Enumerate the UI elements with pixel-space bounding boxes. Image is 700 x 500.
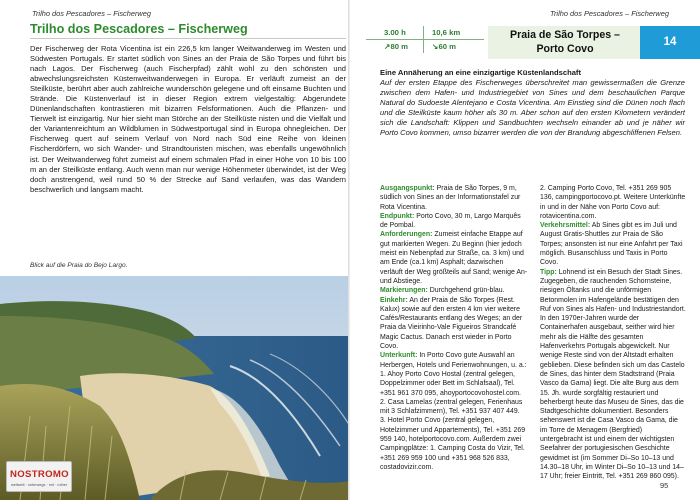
nostromo-logo [6,461,72,492]
intro-paragraph: Der Fischerweg der Rota Vicentina ist ein 226,5 km langer Weitwanderweg im Westen und Südwesten Portugals. Er startet südlich von Sines an der Praia de São Torpes und führt bis nach Lagos. Der Fischerweg (auch Fischerpfad) zählt wohl zu den schönsten und abwechslungsreichsten Küstenweitwanderwegen in Europa. Er verläuft zumeist an der Steilküste, berührt aber auch zahlreiche wunderschön gelegene und oft einsame Buchten und Strände. Die Küstenverlauf ist in dieser Region extrem vielgestaltig: Abgerundete Dünenlandschaften kontrastieren mit bizarren Felsformationen. Auch die Pflanzen- und Tierwelt ist einzigartig. Nur hier sieht man Störche an der Steilküste nisten und die Vielfalt und der Variantenreichtum an Wildblumen in Südwestportugal sind in Europa ohnegleichen. Der Fischerweg quert auf seinem Verlauf von Nord nach Süd eine Reihe von kleinen Fischerdörfern, wo sich Wander- und Strandtouristen mischen, was ebenfalls ungewöhnlich ist. Der Weitwanderweg führt zumeist auf einem schmalen Pfad in einer Höhe von 10 bis 100 m an der Steilküste entlang. Auch wenn man nur wenige Höhenmeter überwindet, ist der Weg doch anstrengend, weil rund 50 % der Strecke auf Sand verlaufen, was das Wandern beschwerlich und langsam macht. [30,44,346,194]
logo-tagline: weltweit · unterwegs · mit · rother [11,483,68,487]
transport-label: Verkehrsmittel: [540,222,591,230]
running-head-left: Trilho dos Pescadores – Fischerweg [32,9,151,18]
requirements-label: Anforderungen: [380,231,433,239]
stat-duration: 3.00 h [384,28,406,37]
start-label: Ausgangspunkt: [380,185,435,192]
markings-text: Durchgehend grün-blau. [429,287,505,295]
lodging-text: In Porto Covo gute Auswahl an Herbergen, Hotels und Ferienwohnungen, u. a.: [380,352,527,369]
info-column-right [540,184,686,482]
food-label: Einkehr: [380,296,408,304]
tour-stats-box [366,26,488,53]
tour-title-line2: Porto Covo [536,42,594,55]
start-text: Praia de São Torpes, 9 m, südlich von Sines an der Informationstafel zur Rota Vicentina. [380,185,521,211]
camping-item-2: 2. Camping Porto Covo, Tel. +351 269 905 136, campingportocovo.pt. Weitere Unterkünfte in und in der Nähe von Porto Covo auf: rotavicentina.com. [540,185,686,220]
tips-text: Lohnend ist ein Besuch der Stadt Sines. Zugegeben, die rauchenden Schornsteine, riesigen Öltanks und die unförmigen Betonmolen im Hafengelände bestätigen den Ruf von Sines als Hafen- und Industriestandort. In den 1970er-Jahren wurde der Containerhafen ausgebaut, seither wird hier mehr als die Hälfte des gesamten Hafenverkehrs Portugals abgewickelt. Nur wenige Reste sind von der Altstadt erhalten geblieben. Diese befinden sich um das Castelo de Sines, das hinter dem Stadtstrand (Praia Vasco da Gama) liegt. Die alte Burg aus dem 15. Jh. wurde sorgfältig restauriert und beherbergt heute das Museu de Sines, das die Stadtgeschichte dokumentiert. Besonders sehenswert ist die Casa Vasco da Gama, die im Torre de Menagem (Bergfried) untergebracht ist und einem der wichtigsten Seefahrer der portugiesischen Geschichte gewidmet ist (im Sommer Di–So 10–13 und 14.30–18 Uhr, im Winter Di–So 10–13 und 14–17 Uhr; freier Eintritt, Tel. +351 269 860 095). [540,268,686,481]
tour-number-badge: 14 [640,26,700,59]
photo-caption: Blick auf die Praia do Bejo Largo. [30,262,128,269]
lodging-item-1: 1. Ahoy Porto Covo Hostal (zentral gelegen, Doppelzimmer oder Bett im Schlafsaal), Tel. +351 961 370 095, ahoyportocovohostel.com. [380,370,521,397]
stat-distance: 10,6 km [432,28,461,37]
stats-divider-horizontal [366,39,484,40]
section-subheading: Eine Annäherung an eine einzigartige Küstenlandschaft [380,68,581,77]
stat-descent: ↘60 m [432,42,456,51]
stat-ascent: ↗80 m [384,42,408,51]
logo-wordmark: NOSTROMO [10,469,69,480]
section-intro: Auf der ersten Etappe des Fischerweges überschreitet man gewissermaßen die Grenze zwischen dem Hafen- und Industriegebiet von Sines und dem beschaulichen Parque Natural do Sudoeste Alentejano e Costa Vicentina. Am Einstieg sind die Dünen noch flach und die Steilküste kaum höher als 30 m. Aber schon auf den ersten Kilometern verändert sich die Landschaft: Klippen und Sandbuchten wechseln einander ab und je näher wir Porto Covo kommen, umso bizarrer werden die von der Brandung abgeschliffenen Felsen. [380,78,685,137]
tour-title [500,29,630,56]
transport-text: Ab Sines gibt es im Juli und August Gratis-Shuttles zur Praia de São Torpes; ansonsten ist nur eine Anfahrt per Taxi möglich. Busanschluss und Taxis in Porto Covo. [540,222,683,267]
tour-title-line1: Praia de São Torpes – [510,29,620,41]
end-label: Endpunkt: [380,212,415,220]
running-head-right: Trilho dos Pescadores – Fischerweg [550,9,669,18]
page-title: Trilho dos Pescadores – Fischerweg [30,22,248,36]
lodging-item-3: 3. Hotel Porto Covo (zentral gelegen, Hotelzimmer und Appartements), Tel. +351 269 959 140, hotelportocovo.com. Außerdem zwei Campingplätze: 1. Camping Costa do Vizir, Tel. +351 269 959 100 und +351 968 526 833, costadovizir.com. [380,417,526,471]
page-number: 95 [660,481,669,490]
lodging-label: Unterkunft: [380,352,418,360]
lodging-item-2: 2. Casa Lamelas (zentral gelegen, Ferienhaus mit 3 Schlafzimmern), Tel. +351 937 407 449. [380,398,523,416]
tips-label: Tipp: [540,268,557,276]
title-divider [30,38,346,39]
right-page [350,0,700,500]
food-text: An der Praia de São Torpes (Rest. Kalux) sowie auf den ersten 4 km vier weitere Cafés/Restaurants entlang des Weges; an der Praia da Vieirinho-Vale Figueiros Strandcafé Magic Cactus. Danach erst wieder in Porto Covo. [380,296,523,351]
markings-label: Markierungen: [380,287,428,295]
end-text: Porto Covo, 30 m, Largo Marquês de Pombal. [380,212,521,230]
info-column-left [380,184,528,472]
requirements-text: Zumeist einfache Etappe auf gut markierten Wegen. Zu Beginn (hier jedoch meist ein Nebenpfad zur Straße, ca. 3 km) und am Ende (ca.1 km) Asphalt; dazwischen verläuft der Weg größteils auf Sand; wenige An- und Abstiege. [380,231,528,285]
